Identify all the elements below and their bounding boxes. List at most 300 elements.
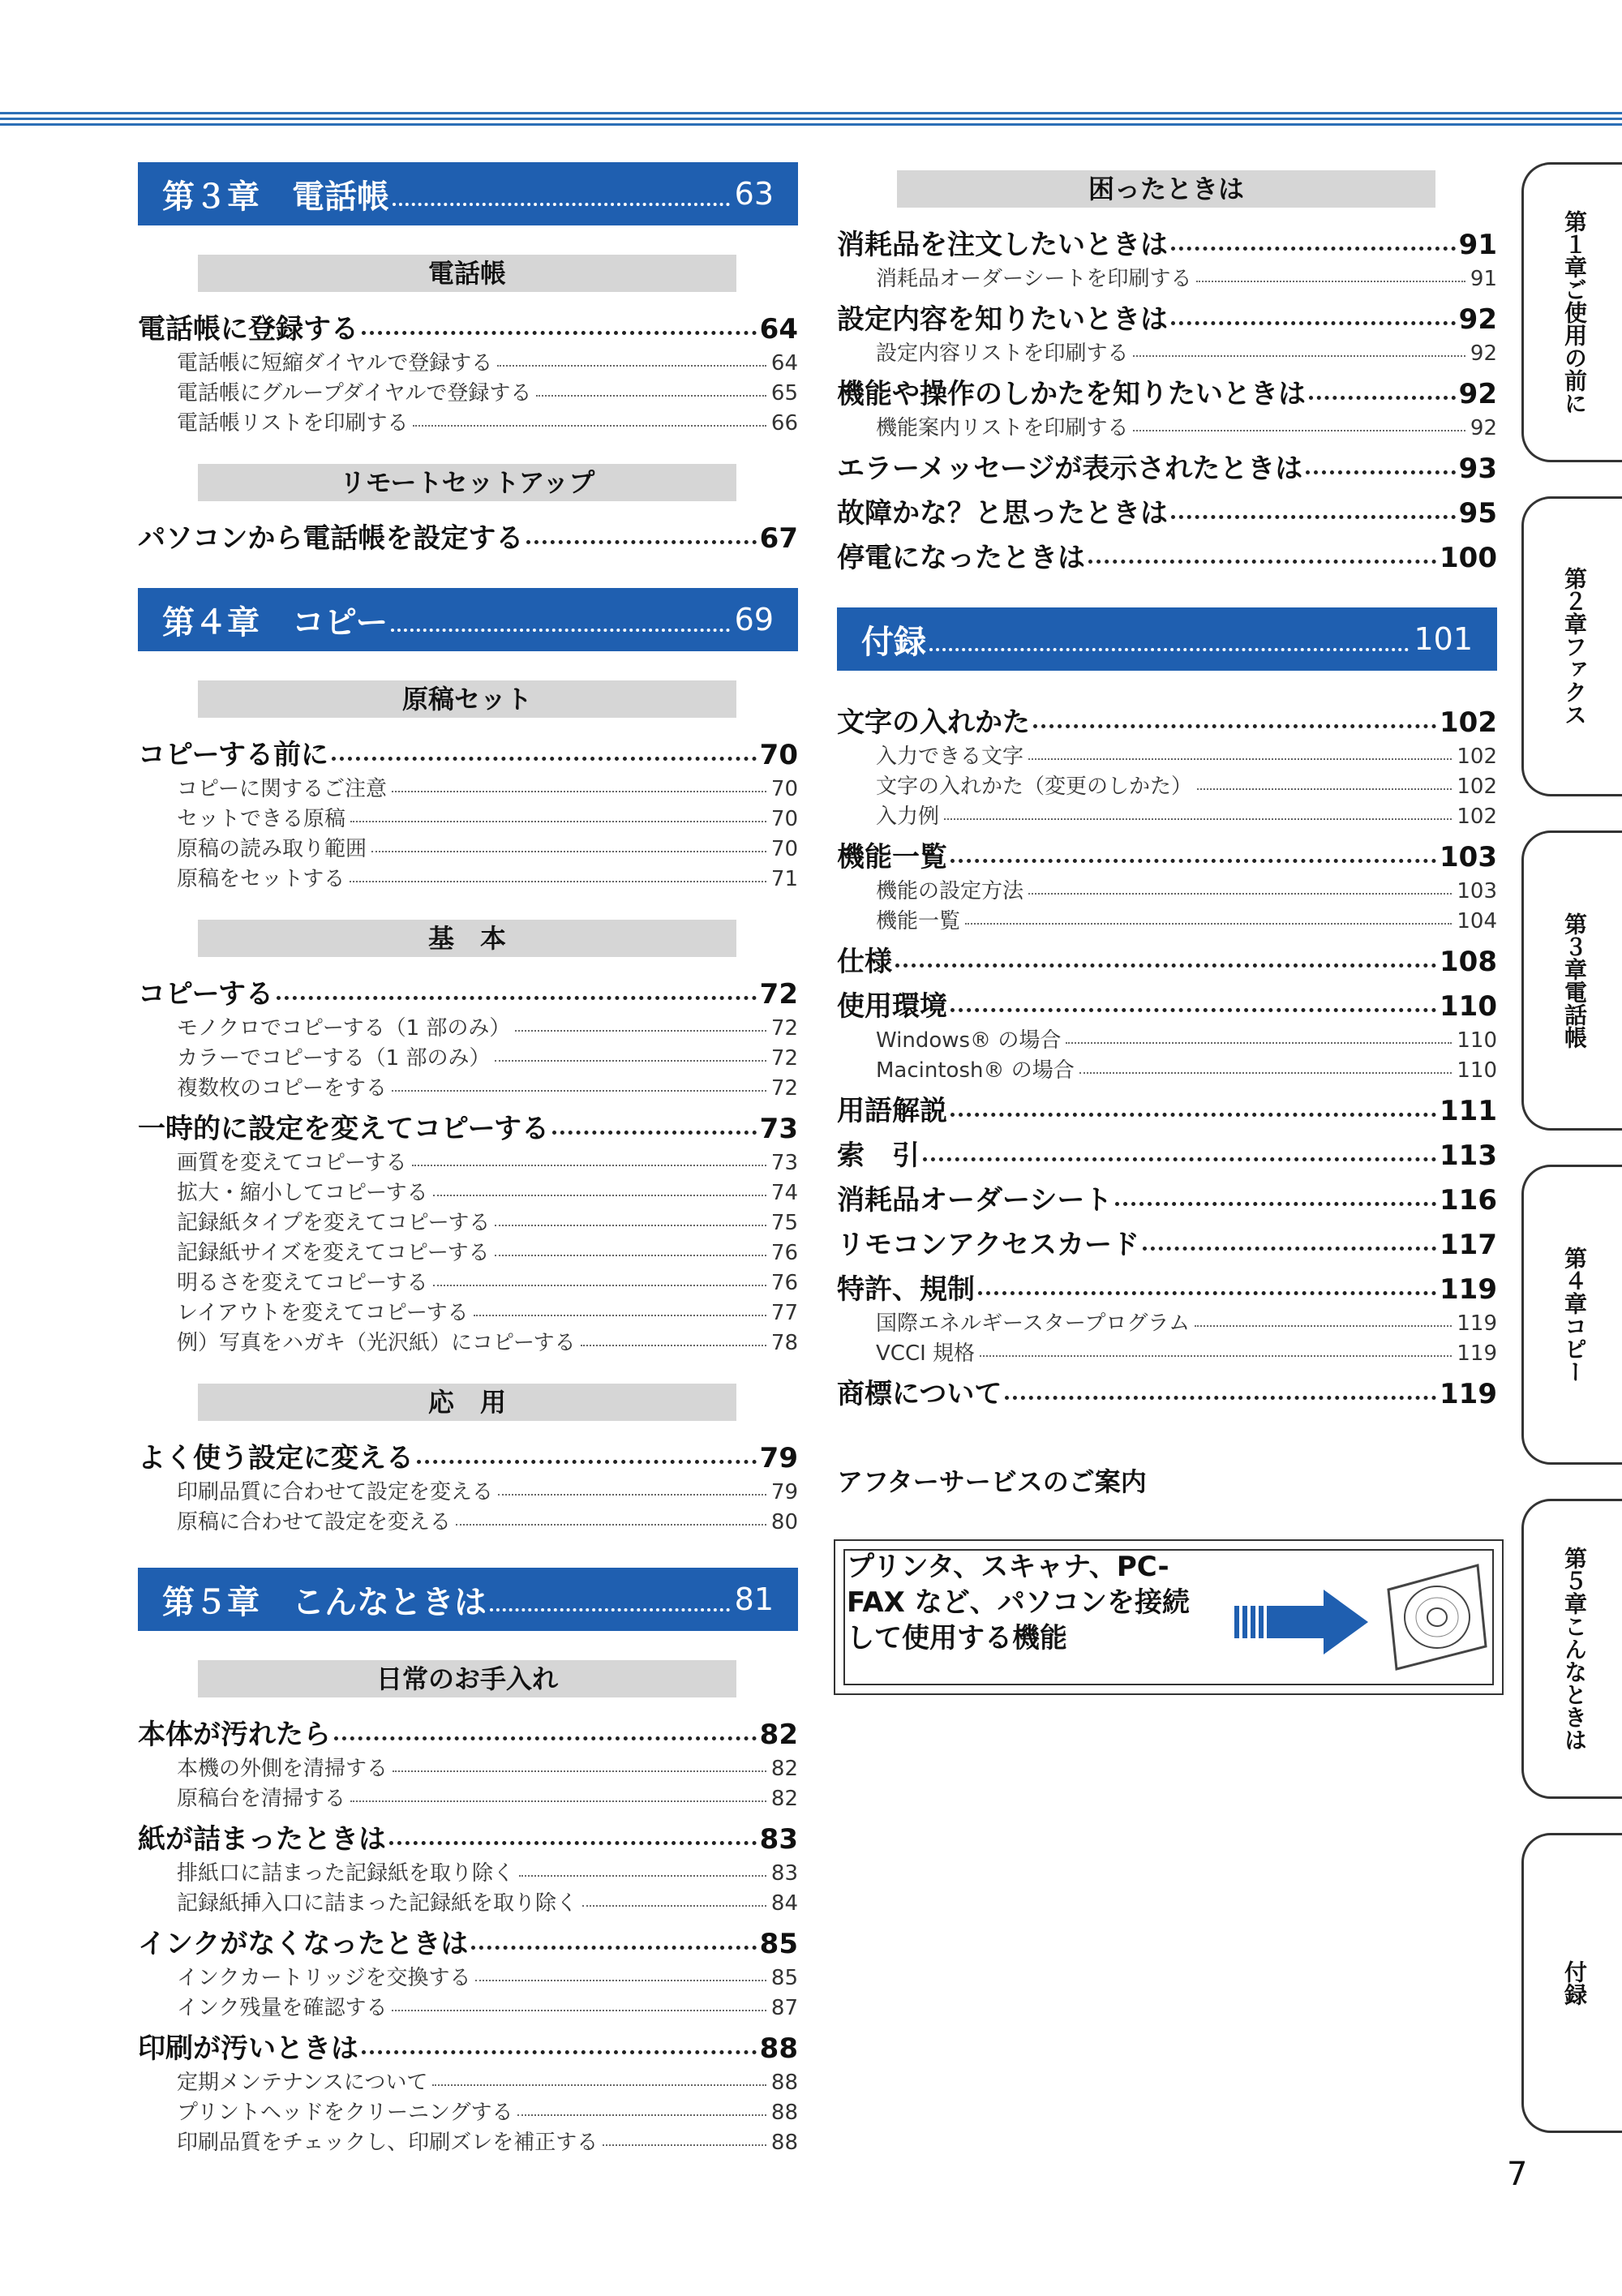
after-service-title[interactable]: アフターサービスのご案内 [837,1466,1147,1497]
entry-page: 80 [770,1510,798,1534]
leader-dots [944,818,1452,820]
entry-title: エラーメッセージが表示されたときは [837,453,1303,485]
entry-page: 64 [759,313,798,345]
toc-subentry[interactable] [876,1024,1497,1054]
entry-title: モノクロでコピーする（1 部のみ） [177,1016,511,1041]
toc-subentry[interactable] [177,772,798,802]
entry-page: 72 [770,1046,798,1071]
entry-title: コピーする前に [138,739,328,771]
leader-dots [1028,893,1452,895]
leader-dots [1115,1202,1436,1206]
entry-title: 画質を変えてコピーする [177,1151,407,1175]
entry-page: 88 [770,2101,798,2125]
entry-title: 設定内容を知りたいときは [837,303,1168,336]
toc-subentry[interactable] [177,2096,798,2126]
leader-dots [1195,1325,1452,1327]
leader-dots [980,1355,1452,1357]
leader-dots [1309,396,1456,400]
toc-subentry[interactable] [177,1856,798,1886]
entry-title: 拡大・縮小してコピーする [177,1181,428,1205]
entry-title: 入力例 [876,805,940,829]
chapter-page: 101 [1414,621,1473,657]
entry-page: 76 [770,1271,798,1295]
toc-entry[interactable] [138,2026,798,2066]
entry-page: 85 [770,1966,798,1990]
toc-entry[interactable] [138,1712,798,1752]
entry-page: 71 [770,867,798,891]
tab-label-line: こんなときは [1561,1615,1588,1751]
entry-title: 設定内容リストを印刷する [876,341,1129,366]
leader-dots [950,859,1436,863]
entry-title: 用語解説 [837,1095,947,1127]
toc-subentry[interactable] [876,800,1497,830]
entry-title: 本機の外側を清掃する [177,1757,388,1781]
toc-subentry[interactable] [177,346,798,376]
leader-dots [1171,247,1456,251]
toc-entry[interactable] [837,1222,1497,1262]
chapter-title: 第５章 こんなときは [162,1583,487,1621]
cd-rom-icon [1234,1557,1494,1671]
tab-label [1524,165,1622,460]
toc-subentry[interactable] [177,1475,798,1505]
entry-page: 92 [1458,378,1497,410]
toc-subentry[interactable] [876,411,1497,441]
tab-label-line: 付録 [1561,1960,1588,2006]
tab-label [1524,1835,1622,2131]
entry-page: 83 [770,1861,798,1886]
toc-entry[interactable] [138,1921,798,1961]
leader-dots [978,1291,1436,1295]
leader-dots [1028,758,1452,760]
toc-subentry[interactable] [177,1886,798,1916]
toc-entry[interactable] [837,371,1497,411]
entry-page: 119 [1457,1311,1497,1336]
toc-subentry[interactable] [876,904,1497,934]
leader-dots [456,1524,766,1526]
tab-label-line: 第４章 [1561,1247,1588,1315]
toc-entry[interactable] [837,1371,1497,1411]
entry-page: 93 [1458,453,1497,485]
leader-dots [1171,321,1456,325]
toc-entry[interactable] [138,972,798,1011]
entry-page: 111 [1440,1095,1497,1127]
entry-title: 故障かな？と思ったときは [837,497,1168,530]
chapter-tab[interactable] [1521,496,1622,796]
entry-title: 印刷品質をチェックし、印刷ズレを補正する [177,2131,599,2155]
leader-dots [392,2010,766,2011]
entry-title: レイアウトを変えてコピーする [177,1301,469,1325]
toc-entry[interactable] [837,939,1497,979]
entry-page: 88 [770,2071,798,2095]
leader-dots [965,923,1452,925]
tab-label-line: ファクス [1561,635,1588,726]
leader-dots [582,1905,766,1907]
entry-title: 原稿をセットする [177,867,345,891]
entry-title: 電話帳にグループダイヤルで登録する [177,381,532,406]
entry-title: 電話帳に短縮ダイヤルで登録する [177,351,493,376]
section-label: リモートセットアップ [198,464,736,501]
leader-dots [515,1030,766,1032]
toc-entry[interactable] [837,1133,1497,1173]
entry-title: 印刷が汚いときは [138,2032,358,2065]
tab-label [1524,1501,1622,1796]
entry-page: 91 [1458,229,1497,261]
leader-dots [1196,281,1465,282]
toc-subentry[interactable] [876,1307,1497,1337]
entry-title: 複数枚のコピーをする [177,1076,387,1101]
leader-dots [471,1946,756,1950]
toc-entry[interactable] [138,1106,798,1146]
leader-dots [412,1165,766,1166]
leader-dots [277,996,757,1000]
toc-subentry[interactable] [177,832,798,862]
leader-dots [536,395,766,397]
toc-subentry[interactable] [177,376,798,406]
entry-title: 商標について [837,1378,1002,1410]
leader-dots [552,1131,757,1135]
tab-label [1524,833,1622,1128]
entry-page: 92 [1470,341,1497,366]
leader-dots [1306,470,1455,474]
toc-subentry[interactable] [177,862,798,892]
entry-title: 機能の設定方法 [876,879,1024,903]
toc-subentry[interactable] [177,802,798,832]
toc-subentry[interactable] [177,1505,798,1535]
entry-title: 電話帳リストを印刷する [177,411,409,436]
toc-entry[interactable] [138,307,798,346]
section-label: 基 本 [198,920,736,957]
entry-title: 消耗品オーダーシートを印刷する [876,267,1192,291]
leader-dots [1197,788,1452,790]
toc-subentry[interactable] [177,1296,798,1326]
entry-page: 79 [759,1442,798,1474]
entry-title: 明るさを変えてコピーする [177,1271,428,1295]
leader-dots [391,629,729,632]
promo-line: して使用する機能 [847,1622,1067,1654]
leader-dots [362,331,757,335]
entry-title: 停電になったときは [837,542,1085,574]
entry-title: 消耗品オーダーシート [837,1184,1113,1217]
entry-page: 102 [1440,706,1497,739]
toc-entry[interactable] [138,1436,798,1475]
entry-page: 85 [759,1928,798,1960]
leader-dots [350,821,766,822]
entry-page: 73 [759,1113,798,1145]
toc-subentry[interactable] [177,1991,798,2021]
entry-title: 記録紙タイプを変えてコピーする [177,1211,491,1235]
entry-title: 特許、規制 [837,1273,975,1306]
entry-title: 印刷品質に合わせて設定を変える [177,1480,494,1504]
chapter-tab[interactable] [1521,162,1622,462]
entry-page: 74 [770,1181,798,1205]
entry-page: 119 [1440,1273,1497,1306]
entry-page: 103 [1457,879,1497,903]
entry-page: 72 [770,1076,798,1101]
entry-title: 紙が詰まったときは [138,1823,386,1856]
leader-dots [1005,1396,1436,1400]
entry-title: 文字の入れかた [837,706,1030,739]
leader-dots [1171,515,1456,519]
entry-page: 104 [1457,909,1497,933]
entry-title: 索 引 [837,1139,920,1172]
entry-title: コピーに関するご注意 [177,777,387,801]
entry-page: 108 [1440,946,1497,978]
entry-title: 定期メンテナンスについて [177,2071,428,2095]
section-label: 困ったときは [897,170,1435,208]
leader-dots [950,1113,1436,1117]
toc-subentry[interactable] [177,2066,798,2096]
entry-title: コピーする [138,978,273,1011]
leader-dots [392,791,766,792]
toc-entry[interactable] [138,1817,798,1856]
leader-dots [392,1090,766,1092]
entry-page: 72 [759,978,798,1011]
toc-subentry[interactable] [177,1326,798,1356]
toc-subentry[interactable] [177,1206,798,1236]
tab-label-line: コピー [1561,1315,1588,1383]
chapter-page: 81 [734,1581,774,1617]
chapter-title: 付録 [861,623,926,661]
section-label: 応 用 [198,1384,736,1421]
leader-dots [495,1255,766,1256]
entry-title: プリントヘッドをクリーニングする [177,2101,513,2125]
toc-subentry[interactable] [177,1146,798,1176]
entry-title: 機能案内リストを印刷する [876,416,1129,440]
leader-dots [923,1157,1436,1161]
entry-page: 103 [1440,841,1497,873]
leader-dots [495,1060,766,1062]
leader-dots [475,1980,766,1981]
toc-subentry[interactable] [876,770,1497,800]
entry-title: 機能や操作のしかたを知りたいときは [837,378,1306,410]
chapter-heading[interactable] [138,588,798,651]
toc-subentry[interactable] [177,1011,798,1041]
entry-title: Windows® の場合 [876,1028,1062,1053]
entry-title: 排紙口に詰まった記録紙を取り除く [177,1861,515,1886]
chapter-heading[interactable] [138,1568,798,1631]
entry-page: 75 [770,1211,798,1235]
entry-title: リモコンアクセスカード [837,1229,1139,1261]
section-label: 原稿セット [198,680,736,718]
promo-line: プリンタ、スキャナ、PC- [847,1551,1169,1583]
toc-right-column [837,162,1497,1695]
leader-dots [432,2084,766,2086]
leader-dots [929,648,1409,651]
toc-entry[interactable] [837,1178,1497,1217]
leader-dots [350,1800,766,1802]
toc-subentry[interactable] [177,1266,798,1296]
chapter-tab[interactable] [1521,1165,1622,1465]
toc-entry[interactable] [837,222,1497,262]
entry-page: 76 [770,1241,798,1265]
entry-page: 72 [770,1016,798,1041]
entry-title: 原稿台を清掃する [177,1787,346,1811]
entry-page: 78 [770,1331,798,1355]
toc-entry[interactable] [837,297,1497,337]
leader-dots [362,2050,757,2054]
toc-entry[interactable] [837,491,1497,530]
entry-title: セットできる原稿 [177,807,346,831]
entry-page: 119 [1457,1341,1497,1366]
toc-subentry[interactable] [177,1236,798,1266]
entry-title: 原稿の読み取り範囲 [177,837,367,861]
entry-page: 110 [1457,1028,1497,1053]
toc-left-column [138,162,798,2156]
toc-subentry[interactable] [177,1782,798,1812]
leader-dots [1143,1247,1436,1251]
leader-dots [895,963,1436,968]
toc-subentry[interactable] [177,2126,798,2156]
toc-subentry[interactable] [177,1071,798,1101]
entry-page: 70 [770,777,798,801]
entry-page: 116 [1440,1184,1497,1217]
leader-dots [474,1315,766,1316]
tab-label-line: 第３章 [1561,912,1588,981]
toc-entry[interactable] [837,1088,1497,1128]
toc-entry[interactable] [138,516,798,556]
entry-title: 文字の入れかた（変更のしかた） [876,775,1193,799]
leader-dots [498,1494,766,1496]
entry-title: 使用環境 [837,990,947,1023]
leader-dots [334,1736,757,1740]
toc-entry[interactable] [138,732,798,772]
entry-page: 88 [770,2131,798,2155]
entry-title: インクがなくなったときは [138,1928,469,1960]
promo-text [847,1549,1228,1656]
leader-dots [413,425,766,427]
tab-label-line: 第２章 [1561,567,1588,635]
entry-page: 82 [759,1719,798,1751]
toc-subentry[interactable] [876,1054,1497,1084]
leader-dots [1088,560,1436,564]
entry-page: 110 [1440,990,1497,1023]
leader-dots [350,881,766,882]
leader-dots [603,2144,766,2146]
leader-dots [519,1875,766,1877]
entry-title: パソコンから電話帳を設定する [138,522,524,555]
leader-dots [1033,724,1436,728]
toc-subentry[interactable] [177,1176,798,1206]
leader-dots [526,540,756,544]
leader-dots [433,1195,766,1196]
entry-title: 電話帳に登録する [138,313,358,345]
entry-page: 117 [1440,1229,1497,1261]
leader-dots [393,203,730,206]
entry-title: よく使う設定に変える [138,1442,414,1474]
toc-entry[interactable] [837,1267,1497,1307]
toc-entry[interactable] [837,984,1497,1024]
chapter-tab[interactable] [1521,1499,1622,1799]
leader-dots [1066,1042,1452,1044]
entry-title: カラーでコピーする（1 部のみ） [177,1046,491,1071]
leader-dots [332,757,757,761]
entry-title: 原稿に合わせて設定を変える [177,1510,452,1534]
toc-entry[interactable] [837,535,1497,575]
entry-title: 国際エネルギースタープログラム [876,1311,1191,1336]
toc-subentry[interactable] [177,1961,798,1991]
leader-dots [495,1225,766,1226]
leader-dots [433,1285,766,1286]
leader-dots [517,2114,766,2116]
page-number: 7 [1507,2156,1528,2193]
toc-subentry[interactable] [876,1337,1497,1367]
pc-functions-link-box[interactable] [834,1539,1504,1695]
entry-page: 79 [770,1480,798,1504]
toc-subentry[interactable] [876,874,1497,904]
chapter-page: 63 [734,176,774,212]
leader-dots [950,1008,1436,1012]
entry-title: VCCI 規格 [876,1341,976,1366]
entry-page: 70 [770,837,798,861]
entry-page: 102 [1457,805,1497,829]
entry-page: 84 [770,1891,798,1916]
entry-title: インクカートリッジを交換する [177,1966,471,1990]
entry-title: 入力できる文字 [876,745,1024,769]
tab-label-line: ご使用の前に [1561,278,1588,414]
entry-title: 例）写真をハガキ（光沢紙）にコピーする [177,1331,576,1355]
entry-page: 73 [770,1151,798,1175]
leader-dots [581,1345,766,1346]
tab-label-line: 第１章 [1561,210,1588,278]
chapter-heading[interactable] [138,162,798,225]
toc-subentry[interactable] [177,1752,798,1782]
leader-dots [1133,430,1465,431]
entry-page: 102 [1457,775,1497,799]
entry-page: 95 [1458,497,1497,530]
toc-subentry[interactable] [177,1041,798,1071]
toc-subentry[interactable] [876,337,1497,367]
entry-page: 64 [770,351,798,376]
entry-page: 70 [770,807,798,831]
entry-page: 88 [759,2032,798,2065]
toc-entry[interactable] [837,446,1497,486]
entry-page: 77 [770,1301,798,1325]
entry-title: 本体が汚れたら [138,1719,331,1751]
entry-page: 113 [1440,1139,1497,1172]
toc-subentry[interactable] [177,406,798,436]
chapter-tab[interactable] [1521,1833,1622,2133]
leader-dots [393,1770,766,1772]
toc-subentry[interactable] [876,262,1497,292]
chapter-heading[interactable] [837,607,1497,671]
entry-title: 消耗品を注文したいときは [837,229,1168,261]
leader-dots [1133,355,1465,357]
entry-page: 102 [1457,745,1497,769]
tab-label [1524,1167,1622,1462]
section-label: 日常のお手入れ [198,1660,736,1697]
top-rules [0,112,1622,131]
leader-dots [490,1608,730,1611]
leader-dots [1079,1072,1453,1074]
section-label: 電話帳 [198,255,736,292]
entry-page: 82 [770,1787,798,1811]
entry-page: 92 [1458,303,1497,336]
entry-title: インク残量を確認する [177,1996,388,2020]
tab-label-line: 電話帳 [1561,981,1588,1049]
entry-page: 83 [759,1823,798,1856]
entry-title: 記録紙挿入口に詰まった記録紙を取り除く [177,1891,578,1916]
entry-page: 82 [770,1757,798,1781]
toc-subentry[interactable] [876,740,1497,770]
toc-entry[interactable] [837,835,1497,874]
leader-dots [497,365,766,367]
entry-title: 機能一覧 [876,909,961,933]
chapter-tab[interactable] [1521,830,1622,1131]
chapter-title: 第４章 コピー [162,603,388,642]
toc-entry[interactable] [837,700,1497,740]
entry-title: 機能一覧 [837,841,947,873]
tab-label [1524,499,1622,794]
